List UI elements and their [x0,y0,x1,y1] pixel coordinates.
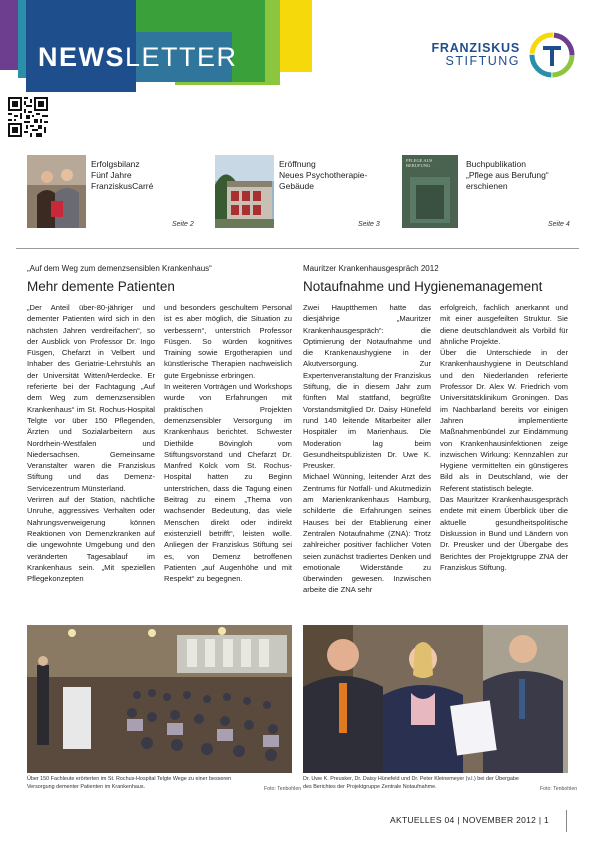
foundation-logo-text: FRANZISKUS STIFTUNG [431,41,520,68]
article-2-photo-credit: Foto: Tenbohlen [540,786,578,792]
teaser-2-page: Seite 3 [358,221,380,228]
footer-divider [566,810,567,832]
teaser-2-photo [215,155,274,228]
teaser-3-book-cover: PFLEGE AUS BERUFUNG [402,155,458,228]
article-2-column-2: erfolgreich, fachlich anerkannt und mit einer ausgefeilten Struktur. Sie diene deutschlandweit als Vorbild für ähnliche Projekte. Über die Unterschiede in der Krankenhaushygiene in Deutschland und den Niederlanden referierte Professor Dr. Alex W. Friedrich vom Universitätsklinikum Groningen. Das im Nachbarland bereits vor einigen Jahren implementierte Maßnahmenbündel zur Eindämmung von Krankenhausinfektionen zeige inzwischen Wirkung: Kennzahlen zur Hygiene vermittelten ein günstigeres Bild als in Deutschland, wie der Referent statistisch belegte. Das Mauritzer Krankenhausgespräch endete mit einem Überblick über die aktuelle gesundheitspolitische Diskussion in Bund und Ländern von Dr. Preusker und der Übergabe des Berichtes der Projektgruppe ZNA der Franziskus Stiftung. [440,303,568,572]
teaser-1-photo [27,155,86,228]
article-2-photo-caption: Dr. Uwe K. Preusker, Dr. Daisy Hünefeld und Dr. Peter Kleinemeyer (v.l.) bei der Übergabe des Berichtes der Projektgruppe Zentrale Notaufnahme. [303,776,519,790]
foundation-logo-icon [529,32,575,78]
article-1-kicker: „Auf dem Weg zum demenzsensiblen Krankenhaus“ [27,264,212,273]
issue-footer: AKTUELLES 04 | NOVEMBER 2012 | 1 [390,815,550,825]
article-2-kicker: Mauritzer Krankenhausgespräch 2012 [303,264,439,273]
article-2-headline: Notaufnahme und Hygienemanagement [303,279,543,294]
article-1-column-2: und besonders geschultem Personal ist es aber möglich, die Situation zu verbessern“, unterstrich Professor Füsgen. So würden kognitives Training sowie Ergotherapien und künstlerische Therapien nachweislich gute Ergebnisse erbringen. In weiteren Vorträgen und Workshops wurde von Erfahrungen mit praktischen Projekten demenzsensibler Versorgung im Krankenhaus berichtet. Schwester Diethilde Bövingloh vom Stiftungsvorstand und Chefarzt Dr. Manfred Kolck vom St. Rochus-Hospital hatten zu Beginn unterstrichen, dass die Tagung einen Beitrag zu einem „Thema von wachsender Bedeutung, das viele Menschen direkt oder indirekt existenziell betrifft“, leisten wolle. Anliegen der Franziskus Stiftung sei es, von Demenz betroffenen Patienten „auf Augenhöhe und mit Respekt“ zu begegnen. [164,303,292,584]
article-1-photo-caption: Über 150 Fachleute erörterten im St. Rochus-Hospital Telgte Wege zu einer besseren Versorgung dementer Patienten im Krankenhaus. [27,776,232,790]
teaser-1-page: Seite 2 [172,221,194,228]
teaser-3-page: Seite 4 [548,221,570,228]
section-divider [16,248,579,249]
qr-code-icon [8,97,48,137]
article-1-column-1: „Der Anteil über-80-jähriger und dementer Patienten wird sich in den nächsten Jahren verdreifachen“, so der Ausblick von Professor Dr. Ingo Füsgen, Chefarzt in Velbert und Inhaber des Geriatrie-Lehrstuhls an der Universität Witten/Herdecke. Er referierte bei der Fachtagung „Auf dem Weg zum demenzsensiblen Krankenhaus“ im St. Rochus-Hospital Telgte vor über 150 Pflegenden, Ärzten und Sozialarbeitern aus Nordrhein-Westfalen und Niedersachsen. Gemeinsame Veranstalter waren die Franziskus Stiftung und das Demenz-Servicezentrum Münsterland. Verirren auf der Station, nächtliche Unruhe, aggressives Verhalten oder Nahrungsverweigerung können Reaktionen von Demenzkranken auf die ungewohnte Umgebung und den veränderten Tagesablauf im Krankenhaus sein. „Mit speziellen Pflegekonzepten [27,303,155,584]
teaser-3-caption: Buchpublikation „Pflege aus Berufung“ erschienen [466,159,549,191]
article-1-photo-conference [27,625,292,773]
newsletter-title: NEWSLETTER [38,42,238,72]
teaser-1-caption: Erfolgsbilanz Fünf Jahre FranziskusCarré [91,159,154,191]
article-2-column-1: Zwei Hauptthemen hatte das diesjährige „Mauritzer Krankenhausgespräch“: die Optimierung der Notaufnahme und die Krankenaushygiene in der Akutversorgung. Zur Expertenveranstaltung der Franziskus Stiftung, die in diesem Jahr zum fünften Mal stattfand, begrüßte Vorstandsmitglied Dr. Daisy Hünefeld rund 140 leitende Mitarbeiter aller Hospitäler im Marienhaus. Die Moderation lag beim Gesundheitspublizisten Dr. Uwe K. Preusker. Michael Wünning, leitender Arzt des Zentrums für Notfall- und Akutmedizin am Marienkrankenhaus Hamburg, schilderte die Erfahrungen seines Hauses bei der Etablierung einer Zentralen Notaufnahme (ZNA): Trotz zahlreicher positiver fachlicher Voten seien zunächst tradiertes Denken und emotionale Widerstände zu überwinden gewesen. Inzwischen arbeite die ZNA sehr [303,303,431,595]
article-2-photo-handover [303,625,568,773]
article-1-photo-credit: Foto: Tenbohlen [264,786,302,792]
article-1-headline: Mehr demente Patienten [27,279,175,294]
teaser-2-caption: Eröffnung Neues Psychotherapie- Gebäude [279,159,368,191]
